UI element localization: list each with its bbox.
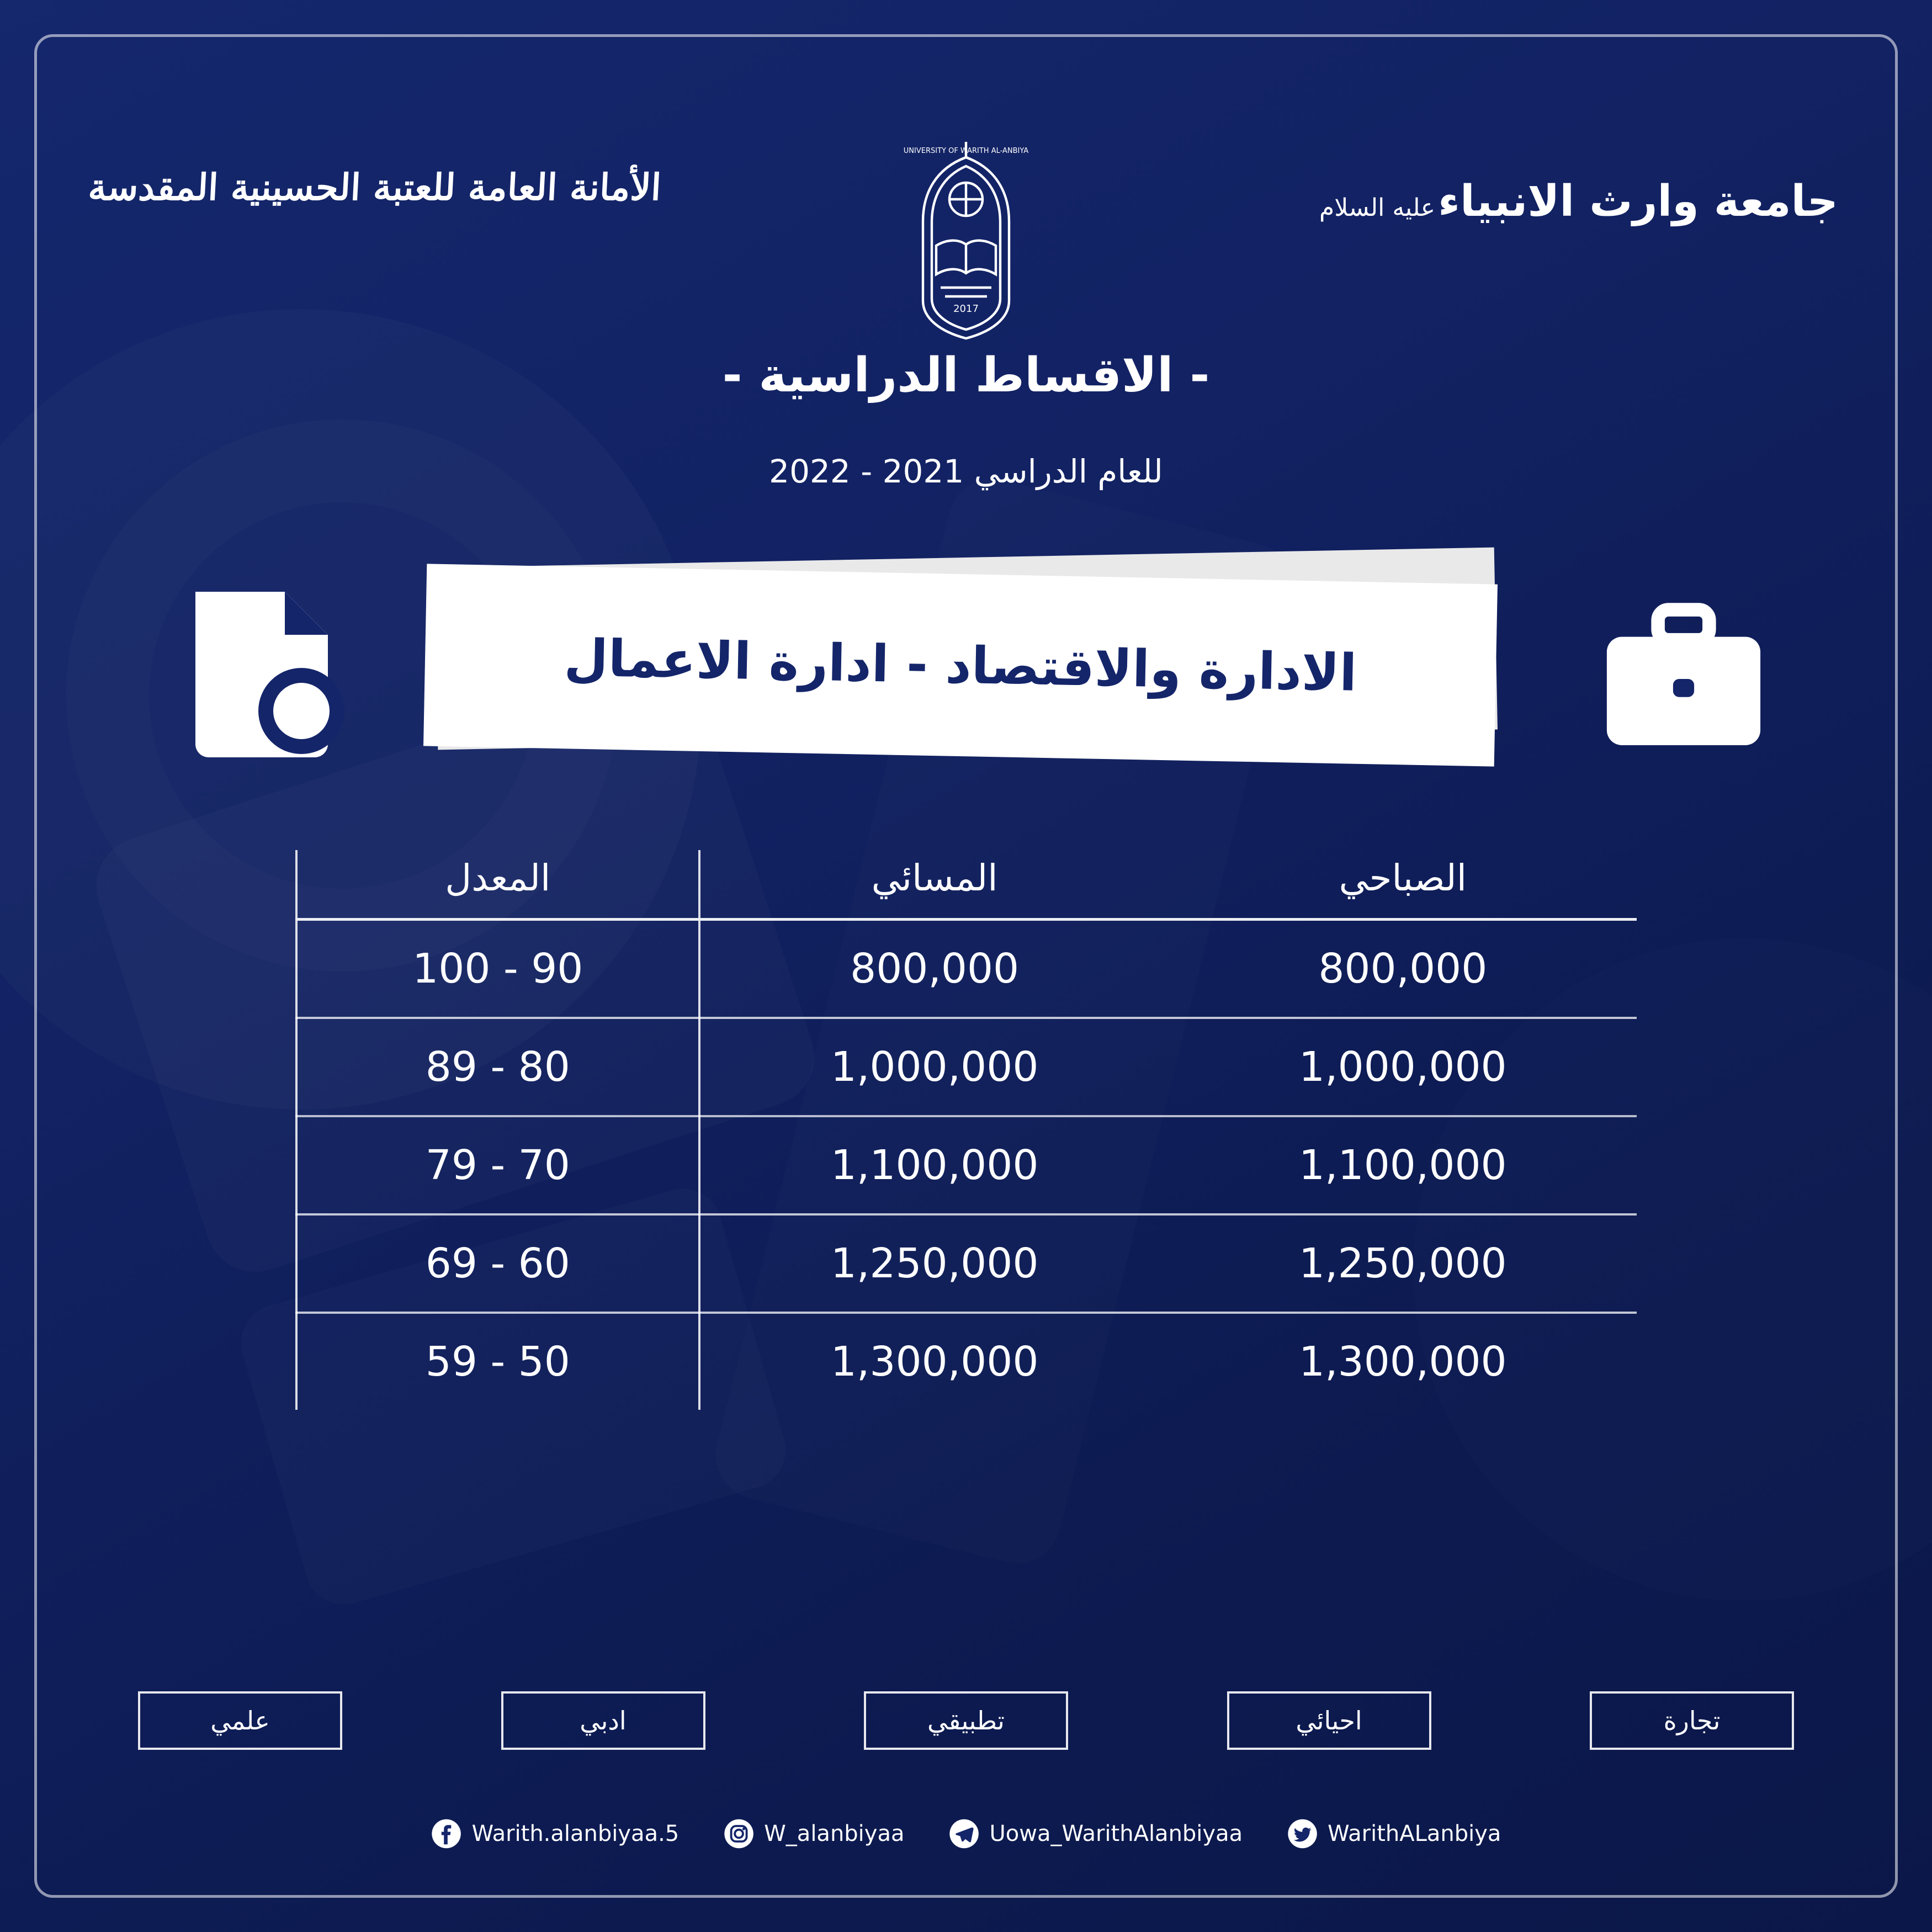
cell-morning: 1,000,000: [1169, 1018, 1637, 1116]
table-header-average: المعدل: [296, 850, 699, 920]
cell-morning: 1,250,000: [1169, 1214, 1637, 1313]
twitter-handle: WarithALanbiya: [1328, 1821, 1501, 1846]
cell-evening: 1,250,000: [699, 1214, 1169, 1313]
cell-average: 80 - 89: [296, 1018, 699, 1116]
svg-text:2017: 2017: [953, 303, 979, 315]
tag-commerce[interactable]: تجارة: [1590, 1691, 1794, 1750]
department-banner: [414, 552, 1518, 773]
table-row: [296, 1214, 1637, 1313]
header: [83, 83, 1849, 315]
cell-evening: 1,100,000: [699, 1116, 1169, 1214]
table-header-evening: المسائي: [699, 850, 1169, 920]
cell-evening: 1,000,000: [699, 1018, 1169, 1116]
instagram-handle: W_alanbiyaa: [764, 1821, 905, 1846]
banner-front-layer: [423, 564, 1498, 766]
banner-title: الادارة والاقتصاد - ادارة الاعمال: [563, 628, 1358, 703]
table-row: [296, 1018, 1637, 1116]
social-facebook[interactable]: [431, 1818, 680, 1849]
page-title: - الاقساط الدراسية -: [722, 348, 1210, 403]
academic-year-subtitle: للعام الدراسي 2021 - 2022: [769, 453, 1163, 490]
table-row: [296, 1116, 1637, 1214]
table-row: [296, 920, 1637, 1018]
cell-average: 50 - 59: [296, 1313, 699, 1410]
social-twitter[interactable]: [1287, 1818, 1501, 1849]
telegram-icon: [949, 1818, 980, 1849]
social-bar: [431, 1818, 1501, 1849]
cell-morning: 1,300,000: [1299, 1338, 1507, 1386]
briefcase-icon: [1601, 602, 1766, 756]
fees-table: [295, 850, 1637, 1410]
university-name: [1319, 177, 1838, 226]
social-instagram[interactable]: [723, 1818, 904, 1849]
university-name-suffix: عليه السلام: [1319, 194, 1436, 222]
cell-average: 70 - 79: [296, 1116, 699, 1214]
tag-applied[interactable]: تطبيقي: [864, 1691, 1068, 1750]
telegram-handle: Uowa_WarithAlanbiyaa: [989, 1821, 1243, 1846]
table-header-row: [296, 850, 1637, 920]
tag-scientific[interactable]: علمي: [138, 1691, 342, 1750]
svg-text:UNIVERSITY OF WARITH AL-ANBIYA: UNIVERSITY OF WARITH AL-ANBIYA: [903, 147, 1029, 155]
shrine-authority-name: الأمانة العامة للعتبة الحسينية المقدسة: [87, 166, 662, 209]
twitter-icon: [1287, 1818, 1318, 1849]
table-header-morning: الصباحي: [1169, 850, 1637, 920]
cell-average: 60 - 69: [296, 1214, 699, 1313]
cell-morning: 1,100,000: [1169, 1116, 1637, 1214]
cell-morning: 800,000: [1169, 920, 1637, 1018]
social-telegram[interactable]: [949, 1818, 1243, 1849]
instagram-icon: [723, 1818, 754, 1849]
table-row: [296, 1313, 1637, 1410]
facebook-handle: Warith.alanbiyaa.5: [471, 1821, 680, 1846]
tag-literary[interactable]: ادبي: [501, 1691, 705, 1750]
facebook-icon: [431, 1818, 462, 1849]
cell-evening: 800,000: [699, 920, 1169, 1018]
tag-biology[interactable]: احيائي: [1227, 1691, 1431, 1750]
branch-tags: [138, 1691, 1794, 1750]
document-search-icon: [182, 585, 348, 767]
cell-average: 90 - 100: [296, 920, 699, 1018]
university-name-main: جامعة وارث الانبياء: [1438, 177, 1838, 226]
university-crest-icon: [872, 135, 1060, 356]
cell-evening: 1,300,000: [699, 1313, 1169, 1410]
